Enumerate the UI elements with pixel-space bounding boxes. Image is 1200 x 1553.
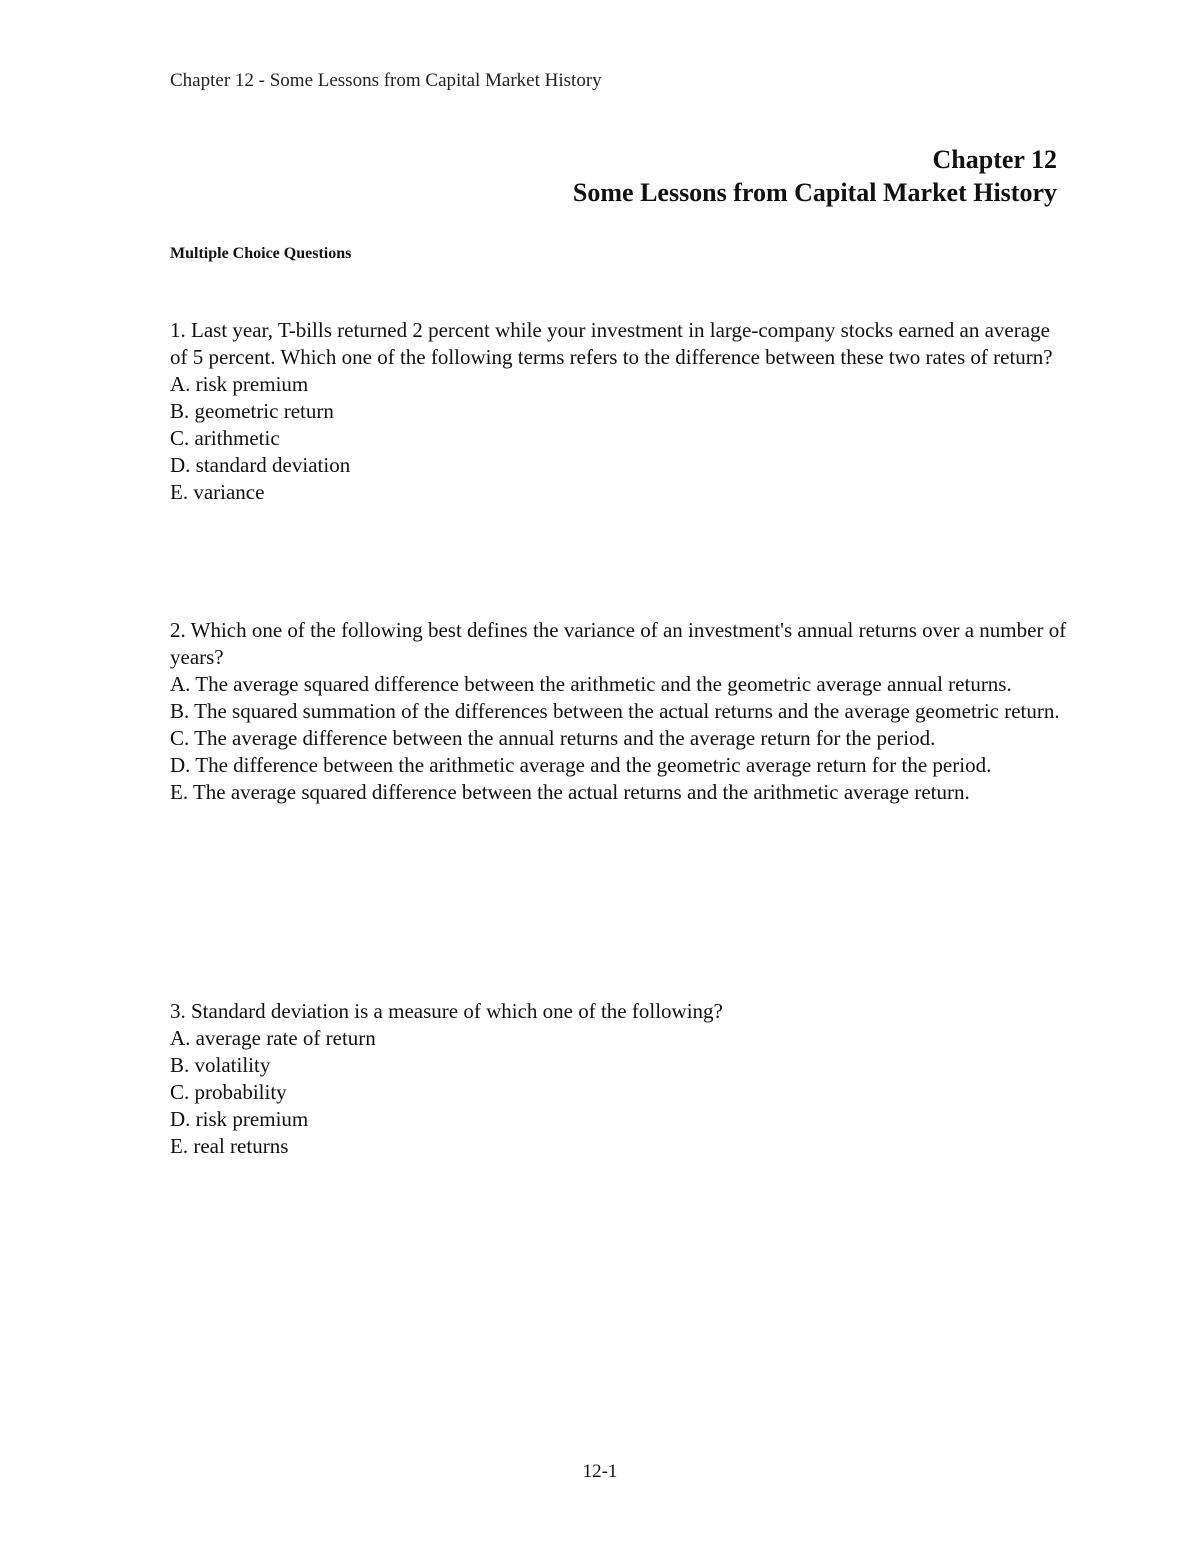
chapter-subtitle: Some Lessons from Capital Market History	[572, 178, 1057, 207]
question-stem: 1. Last year, T-bills returned 2 percent while your investment in large-company stocks earned an average of 5 percent. Which one of the following terms refers to the difference between these two rates of return?	[170, 318, 1053, 369]
chapter-title: Chapter 12	[932, 145, 1057, 174]
answer-option-a: A. average rate of return	[170, 1026, 376, 1050]
answer-option-d: D. risk premium	[170, 1107, 309, 1131]
question-stem: 2. Which one of the following best defines the variance of an investment's annual returns over a number of years?	[170, 618, 1067, 669]
section-label: Multiple Choice Questions	[170, 245, 352, 262]
answer-option-d: D. The difference between the arithmetic average and the geometric average return for the period.	[170, 753, 992, 777]
question-1	[170, 317, 1070, 506]
question-2	[170, 617, 1070, 806]
answer-option-c: C. arithmetic	[170, 426, 280, 450]
answer-option-e: E. The average squared difference between the actual returns and the arithmetic average return.	[170, 780, 970, 804]
page-number: 12-1	[582, 1461, 618, 1482]
answer-option-d: D. standard deviation	[170, 453, 351, 477]
answer-option-e: E. variance	[170, 480, 265, 504]
running-header: Chapter 12 - Some Lessons from Capital Market History	[170, 70, 602, 91]
answer-option-a: A. The average squared difference between the arithmetic and the geometric average annual returns.	[170, 672, 1012, 696]
answer-option-a: A. risk premium	[170, 372, 309, 396]
answer-option-b: B. volatility	[170, 1053, 271, 1077]
answer-option-c: C. probability	[170, 1080, 287, 1104]
answer-option-c: C. The average difference between the annual returns and the average return for the period.	[170, 726, 936, 750]
answer-option-e: E. real returns	[170, 1134, 289, 1158]
title-block	[573, 143, 1057, 209]
answer-option-b: B. geometric return	[170, 399, 334, 423]
question-3	[170, 998, 1070, 1160]
question-stem: 3. Standard deviation is a measure of which one of the following?	[170, 999, 723, 1023]
answer-option-b: B. The squared summation of the differences between the actual returns and the average geometric return.	[170, 699, 1060, 723]
